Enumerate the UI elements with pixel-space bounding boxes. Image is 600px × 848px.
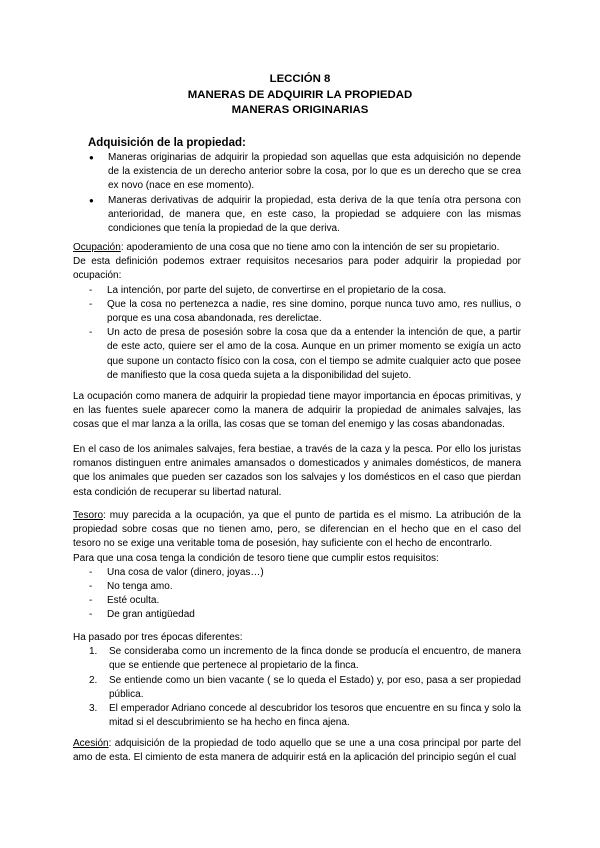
tesoro-epocas-list [73, 645, 521, 730]
list-number: 1. [89, 646, 98, 658]
list-item: - Una cosa de valor (dinero, joyas…) [73, 566, 521, 580]
lesson-number: LECCIÓN 8 [269, 73, 331, 85]
list-item [73, 674, 521, 702]
list-item [73, 702, 521, 730]
accesion-section [73, 737, 521, 765]
ocupacion-requisitos-list [73, 284, 521, 383]
ocupacion-paragraph-1: La ocupación como manera de adquirir la propiedad tiene mayor importancia en épocas primitivas, y en las fuentes suele aparecer como la manera de adquirir la propiedad de animales salvajes, las cosas que el mar lanza a la orilla, las cosas que se toman del enemigo y las cosas abandonadas. [73, 391, 521, 431]
lesson-title: MANERAS DE ADQUIRIR LA PROPIEDAD [187, 88, 413, 101]
list-item-text: Se consideraba como un incremento de la finca donde se producía el encuentro, de manera que se entiende que pertenece al propietario de la finca. [109, 646, 521, 672]
ocupacion-intro: De esta definición podemos extraer requisitos necesarios para poder adquirir la propiedad por ocupación: [73, 256, 521, 282]
tesoro-definition [73, 509, 521, 552]
list-item: - La intención, por parte del sujeto, de convertirse en el propietario de la cosa. [73, 284, 521, 298]
adquisicion-bullet-list [88, 151, 521, 236]
bullet-item: ● Maneras derivativas de adquirir la propiedad, esta deriva de la que tenía otra persona con anterioridad, de manera que, en este caso, la propiedad se adquiere con las mismas condiciones que tenía la propiedad de la que deriva. [88, 194, 521, 237]
list-item: - Que la cosa no pertenezca a nadie, res sine domino, porque nunca tuvo amo, res nullius, o porque es una cosa abandonada, res derelictae. [73, 298, 521, 326]
ocupacion-definition [73, 241, 521, 255]
tesoro-epocas-section [73, 631, 521, 730]
list-item: - Esté oculta. [73, 594, 521, 608]
list-item-text: El emperador Adriano concede al descubridor los tesoros que encuentre en su finca y solo la mitad si el descubrimiento se ha hecho en finca ajena. [109, 703, 521, 729]
list-item: - No tenga amo. [73, 580, 521, 594]
list-item [73, 645, 521, 673]
list-item: - De gran antigüedad [73, 608, 521, 622]
list-item: - Un acto de presa de posesión sobre la cosa que da a entender la intención de que, a partir de este acto, quiere ser el amo de la cosa. Aunque en un primer momento se exigía un acto que supone un contacto físico con la cosa, con el tiempo se admite cualquier acto que posee de manifiesto que la cosa queda sujeta a la disponibilidad del sujeto. [73, 326, 521, 383]
ocupacion-definition-text: : apoderamiento de una cosa que no tiene amo con la intención de ser su propietario. [120, 242, 500, 253]
bullet-item: ● Maneras originarias de adquirir la propiedad son aquellas que esta adquisición no depende de la existencia de un derecho anterior sobre la cosa, por lo que es un derecho que se crea ex novo (nace en ese momento). [88, 151, 521, 194]
lesson-title-block [0, 72, 600, 119]
accesion-definition-text: : adquisición de la propiedad de todo aquello que se une a una cosa principal por parte del amo de esta. El cimiento de esta manera de adquirir está en la aplicación del principio según el cual [73, 738, 521, 764]
list-number: 3. [89, 703, 98, 715]
tesoro-term: Tesoro [73, 510, 104, 521]
tesoro-requisitos-list [73, 566, 521, 623]
list-item-text: Se entiende como un bien vacante ( se lo queda el Estado) y, por eso, pasa a ser propiedad pública. [109, 674, 521, 700]
tesoro-definition-text: : muy parecida a la ocupación, ya que el punto de partida es el mismo. La atribución de la propiedad sobre cosas que no tienen amo, pero, se diferencian en el hecho que en el caso del tesoro no se exige una veritable toma de posesión, hay suficiente con el hecho de encontrarlo. [73, 510, 521, 550]
ocupacion-section [73, 241, 521, 383]
tesoro-section [73, 509, 521, 623]
list-number: 2. [89, 674, 98, 686]
ocupacion-term: Ocupación [73, 242, 121, 253]
lesson-subtitle: MANERAS ORIGINARIAS [231, 104, 369, 116]
ocupacion-paragraph-2: En el caso de los animales salvajes, fera bestiae, a través de la caza y la pesca. Por ello los juristas romanos distinguen entre animales amansados o domesticados y animales domésticos, de manera que los animales que pueden ser cazados son los salvajes y los domésticos en el caso que pierdan esta condición de recuperar su libertad natural. [73, 444, 521, 498]
tesoro-intro: Para que una cosa tenga la condición de tesoro tiene que cumplir estos requisitos: [73, 552, 439, 564]
accesion-term: Acesión [73, 738, 109, 749]
section-heading-adquisicion: Adquisición de la propiedad: [88, 137, 246, 149]
tesoro-epocas-intro: Ha pasado por tres épocas diferentes: [73, 632, 243, 643]
